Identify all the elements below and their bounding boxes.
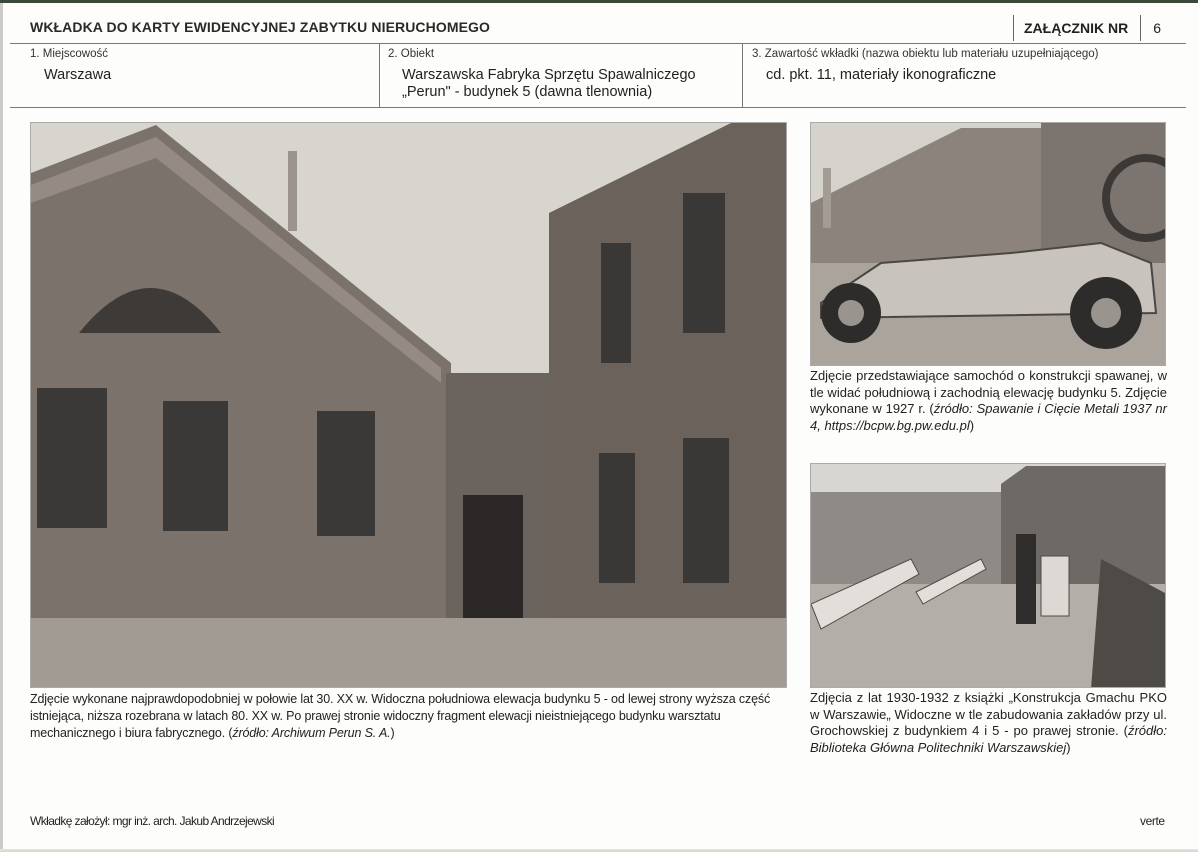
annex-box <box>1013 15 1161 41</box>
author-credit: Wkładkę założył: mgr inż. arch. Jakub Andrzejewski <box>30 814 275 828</box>
photo-steel-illustration <box>811 464 1166 688</box>
field-label: 3. Zawartość wkładki (nazwa obiektu lub materiału uzupełniającego) <box>752 48 1099 60</box>
verte-label: verte <box>1140 814 1165 828</box>
fields-divider <box>10 107 1186 108</box>
caption-car-photo <box>810 368 1167 434</box>
field-contents <box>752 44 1182 107</box>
scan-edge-left <box>0 3 3 852</box>
caption-source: źródło: Archiwum Perun S. A. <box>232 726 391 740</box>
photo-building-south-elevation <box>30 122 787 688</box>
field-label: 2. Obiekt <box>388 48 435 60</box>
annex-label: ZAŁĄCZNIK NR <box>1014 15 1141 41</box>
caption-steel-photo <box>810 690 1167 756</box>
field-value: Warszawa <box>44 67 112 83</box>
caption-source: źródło: Spawanie i Cięcie Metali 1937 nr 4, https://bcpw.bg.pw.edu.pl <box>810 401 1167 433</box>
photo-building-illustration <box>31 123 787 688</box>
caption-main-photo <box>30 691 790 742</box>
annex-number: 6 <box>1153 20 1162 36</box>
field-object <box>388 44 738 107</box>
document-title: WKŁADKA DO KARTY EWIDENCYJNEJ ZABYTKU NIERUCHOMEGO <box>30 19 491 35</box>
photo-car-illustration <box>811 123 1166 366</box>
field-divider <box>379 44 380 107</box>
caption-text: Zdjęcie wykonane najprawdopodobniej w połowie lat 30. XX w. Widoczna południowa elewacja budynku 5 - od lewej strony wyższa część istniejąca, niższa rozebrana w latach 80. XX w. Po prawej stronie widoczny fragment elewacji nieistniejącego budynku warsztatu mechanicznego i biura fabrycznego. ( <box>30 692 771 740</box>
field-locality <box>30 44 375 107</box>
field-value: cd. pkt. 11, materiały ikonograficzne <box>766 67 997 83</box>
photo-welded-car <box>810 122 1166 366</box>
caption-text: Zdjęcie przedstawiające samochód o konstrukcji spawanej, w tle widać południową i zachodnią elewację budynku 5. Zdjęcie wykonane w 1927 r. ( <box>810 368 1167 416</box>
field-value-line-1: Warszawska Fabryka Sprzętu Spawalniczego <box>402 67 696 83</box>
caption-end: ) <box>1066 739 1071 755</box>
caption-text: Zdjęcia z lat 1930-1932 z książki „Konstrukcja Gmachu PKO w Warszawie„ Widoczne w tle zabudowania zakładów przy ul. Grochowskiej z budynkiem 4 i 5 - po prawej stronie. ( <box>810 690 1167 738</box>
photo-steel-girders <box>810 463 1166 688</box>
field-value-line-2: „Perun" - budynek 5 (dawna tlenownia) <box>402 84 653 100</box>
caption-source: źródło: Biblioteka Główna Politechniki Warszawskiej <box>810 723 1167 755</box>
field-divider <box>742 44 743 107</box>
caption-end: ) <box>969 417 975 433</box>
caption-end: ) <box>390 726 395 740</box>
field-label: 1. Miejscowość <box>30 48 108 60</box>
